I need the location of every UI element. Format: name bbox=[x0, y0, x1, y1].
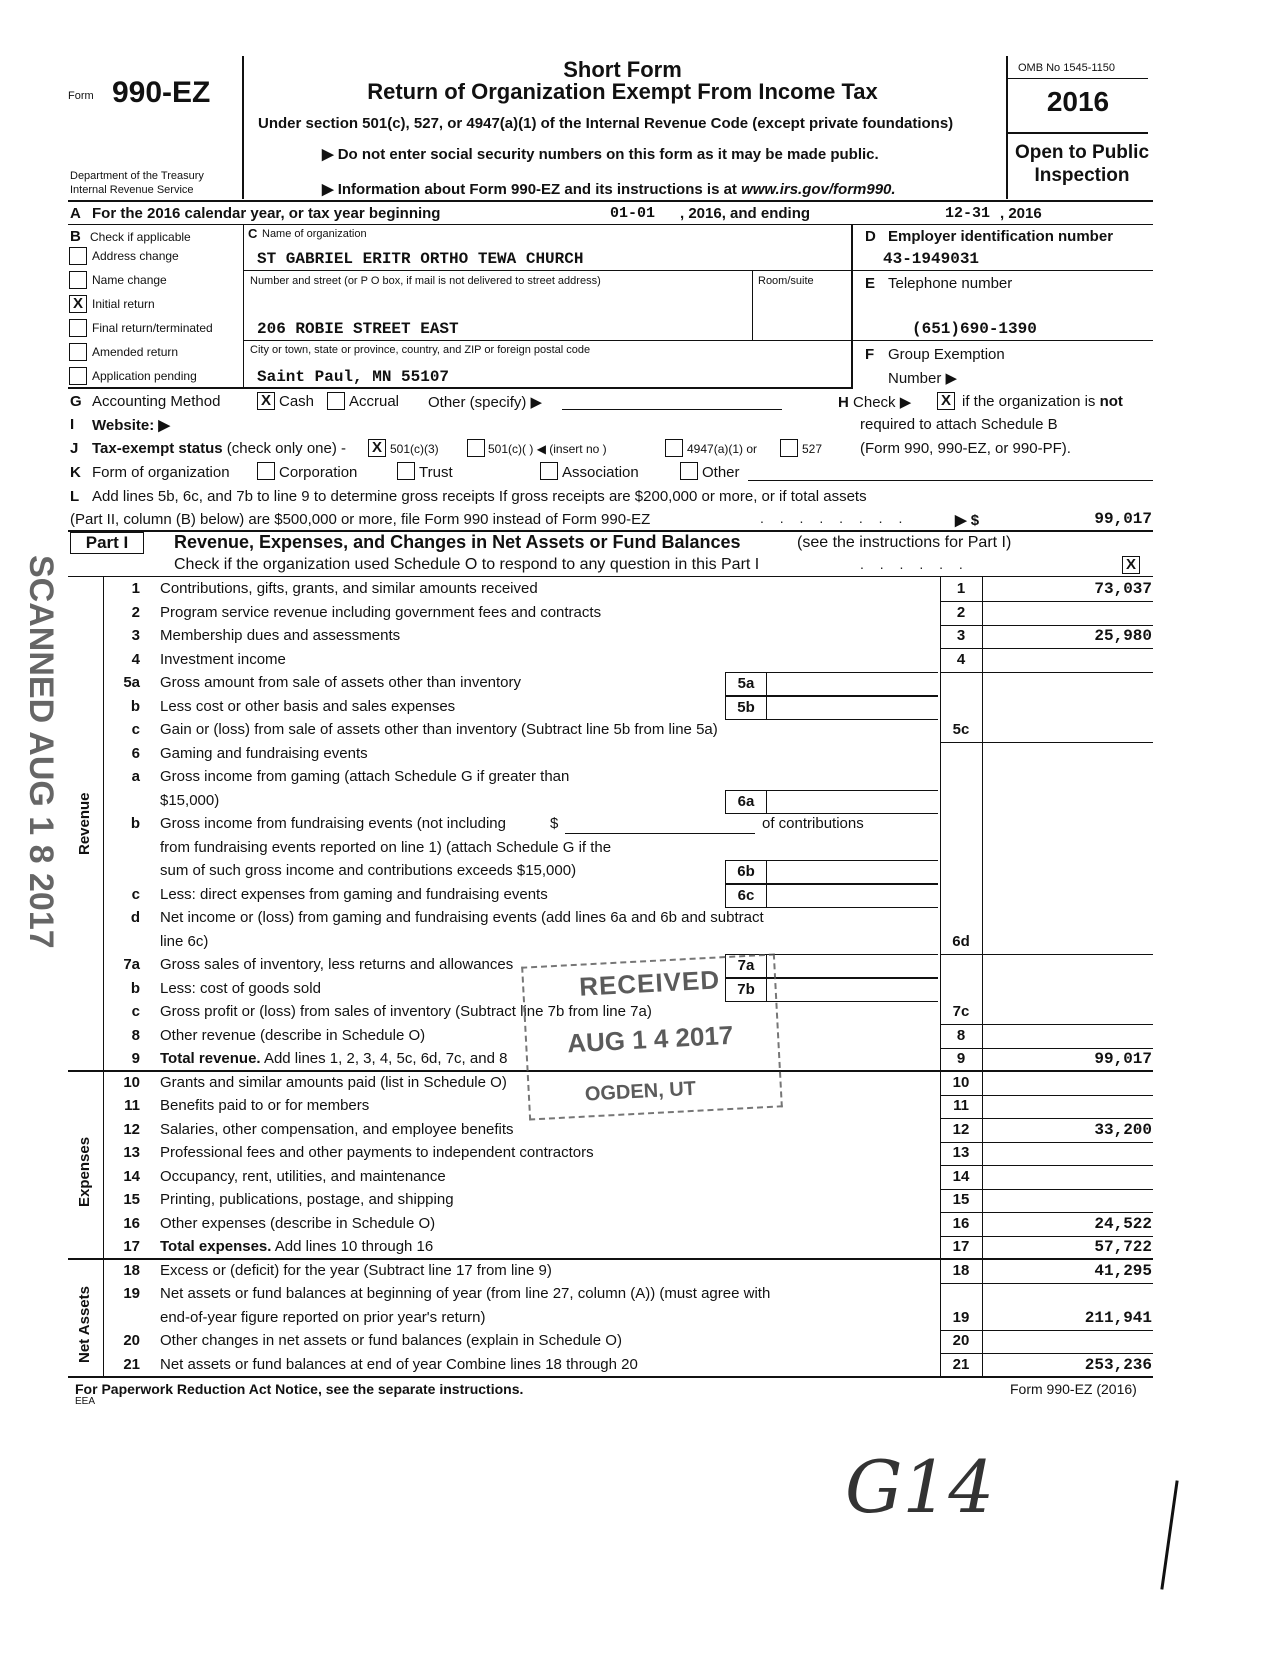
sub-line-value[interactable] bbox=[766, 672, 938, 696]
line-h-text4: required to attach Schedule B bbox=[860, 416, 1058, 433]
line-number: 4 bbox=[131, 651, 140, 668]
box-f-title: Group Exemption bbox=[888, 346, 1005, 363]
line-text: Grants and similar amounts paid (list in Schedule O) bbox=[160, 1074, 507, 1091]
corporation-checkbox[interactable] bbox=[257, 462, 275, 480]
other-org-checkbox[interactable] bbox=[680, 462, 698, 480]
box-b-item-label: Address change bbox=[92, 249, 179, 263]
line-text: Gross sales of inventory, less returns and allowances bbox=[160, 956, 514, 973]
line-number: c bbox=[131, 721, 140, 738]
line-box-number: 9 bbox=[956, 1050, 966, 1067]
line-text: Membership dues and assessments bbox=[160, 627, 401, 644]
omb-number: OMB No 1545-1150 bbox=[1018, 62, 1116, 74]
line-number: 2 bbox=[131, 604, 140, 621]
box-b-checkbox-4[interactable] bbox=[69, 343, 87, 361]
501c-label: 501(c)( bbox=[488, 442, 527, 456]
line-g-label: G bbox=[70, 393, 82, 410]
part1-check-text: Check if the organization used Schedule O to respond to any question in this Part I bbox=[174, 556, 760, 573]
cash-checkbox[interactable]: X bbox=[257, 392, 275, 410]
4947-label: 4947(a)(1) or bbox=[687, 442, 758, 456]
line-a-label: A bbox=[70, 205, 81, 222]
line-text: Other revenue (describe in Schedule O) bbox=[160, 1027, 426, 1044]
line-text: Less: cost of goods sold bbox=[160, 980, 321, 997]
handwritten-g14: G14 bbox=[845, 1445, 995, 1529]
side-revenue: Revenue bbox=[76, 792, 93, 855]
trust-label: Trust bbox=[419, 464, 453, 481]
line-box-number: 4 bbox=[956, 651, 966, 668]
line-box-number: 6d bbox=[952, 933, 970, 950]
line-l-label: L bbox=[70, 488, 80, 505]
line-l-text2: (Part II, column (B) below) are $500,000 or more, file Form 990 instead of Form 990-EZ bbox=[70, 511, 651, 528]
line-text: Less: direct expenses from gaming and fundraising events bbox=[160, 886, 548, 903]
box-b-label: B bbox=[70, 228, 81, 245]
line-text: Other expenses (describe in Schedule O) bbox=[160, 1215, 436, 1232]
line-box-number: 20 bbox=[952, 1332, 970, 1349]
line-amount[interactable]: 57,722 bbox=[1094, 1238, 1152, 1256]
line-text: Occupancy, rent, utilities, and maintenance bbox=[160, 1168, 446, 1185]
ein-value[interactable]: 43-1949031 bbox=[883, 250, 980, 268]
line-text: Other changes in net assets or fund balances (explain in Schedule O) bbox=[160, 1332, 622, 1349]
sub-line-box: 6c bbox=[725, 884, 767, 908]
line-box-number: 12 bbox=[952, 1121, 970, 1138]
box-b-checkbox-1[interactable] bbox=[69, 271, 87, 289]
line-number: 14 bbox=[123, 1168, 140, 1185]
line-text: end-of-year figure reported on prior year's return) bbox=[160, 1309, 486, 1326]
street-caption: Number and street (or P O box, if mail is not delivered to street address) bbox=[250, 275, 601, 287]
501c-checkbox[interactable] bbox=[467, 439, 485, 457]
line-k-label: K bbox=[70, 464, 81, 481]
room-caption: Room/suite bbox=[758, 275, 814, 287]
accrual-checkbox[interactable] bbox=[327, 392, 345, 410]
line-h-text5: (Form 990, 990-EZ, or 990-PF). bbox=[860, 440, 1071, 457]
cash-label: Cash bbox=[279, 393, 315, 410]
line-text: Contributions, gifts, grants, and similar amounts received bbox=[160, 580, 538, 597]
year-end: 12-31 bbox=[945, 205, 991, 222]
footer-form-id: Form 990-EZ (2016) bbox=[1010, 1381, 1137, 1397]
line-box-number: 14 bbox=[952, 1168, 970, 1185]
line-number: 20 bbox=[123, 1332, 140, 1349]
stamp-date: AUG 1 4 2017 bbox=[566, 1019, 734, 1059]
line-box-number: 2 bbox=[956, 604, 966, 621]
gross-receipts-value[interactable]: 99,017 bbox=[1094, 510, 1152, 528]
title-short-form: Short Form bbox=[563, 57, 682, 82]
line-text: Gross profit or (loss) from sales of inventory (Subtract line 7b from line 7a) bbox=[160, 1003, 652, 1020]
line-box-number: 3 bbox=[956, 627, 966, 644]
title-main: Return of Organization Exempt From Income Tax bbox=[367, 79, 878, 104]
4947-checkbox[interactable] bbox=[665, 439, 683, 457]
box-b-item-label: Application pending bbox=[92, 369, 197, 383]
box-b-checkbox-0[interactable] bbox=[69, 247, 87, 265]
line-number: 19 bbox=[123, 1285, 140, 1302]
line-number: 12 bbox=[123, 1121, 140, 1138]
sub-line-value[interactable] bbox=[766, 790, 938, 814]
note-ssn: Do not enter social security numbers on this form as it may be made public. bbox=[337, 146, 879, 163]
line-box-number: 1 bbox=[956, 580, 966, 597]
phone-value[interactable]: (651)690-1390 bbox=[912, 320, 1037, 338]
website-label: Website: bbox=[92, 417, 155, 434]
line-text-bold: Total revenue. bbox=[160, 1050, 261, 1067]
line-text: Gross income from fundraising events (not including bbox=[160, 815, 506, 832]
line-number: b bbox=[130, 698, 140, 715]
line-text: Investment income bbox=[160, 651, 286, 668]
corporation-label: Corporation bbox=[279, 464, 358, 481]
line-number: 16 bbox=[123, 1215, 140, 1232]
stamp-received: RECEIVED bbox=[578, 964, 721, 1002]
association-checkbox[interactable] bbox=[540, 462, 558, 480]
line-box-number: 10 bbox=[952, 1074, 970, 1091]
name-caption: Name of organization bbox=[262, 228, 367, 240]
line-6b-field[interactable] bbox=[565, 833, 755, 834]
line-box-number: 15 bbox=[952, 1191, 970, 1208]
side-expenses: Expenses bbox=[76, 1136, 93, 1207]
line-h-text2: if the organization is bbox=[962, 393, 1096, 410]
year-begin: 01-01 bbox=[610, 205, 656, 222]
line-text: sum of such gross income and contributions exceeds $15,000) bbox=[160, 862, 577, 879]
city-state-zip[interactable]: Saint Paul, MN 55107 bbox=[257, 368, 450, 386]
box-b-title: Check if applicable bbox=[90, 230, 191, 244]
line-text: Benefits paid to or for members bbox=[160, 1097, 370, 1114]
line-amount[interactable]: 41,295 bbox=[1094, 1262, 1152, 1280]
line-j-label: J bbox=[70, 440, 79, 457]
line-text: Salaries, other compensation, and employee benefits bbox=[160, 1121, 514, 1138]
line-h-label: H bbox=[838, 394, 849, 411]
other-org-label: Other bbox=[702, 464, 740, 481]
line-number: 15 bbox=[123, 1191, 140, 1208]
sub-line-value[interactable] bbox=[766, 978, 938, 1002]
line-g-text: Accounting Method bbox=[92, 393, 221, 410]
line-j-text1: Tax-exempt status bbox=[92, 440, 223, 457]
line-text: Gain or (loss) from sale of assets other than inventory (Subtract line 5b from line 5a) bbox=[160, 721, 718, 738]
line-amount[interactable]: 253,236 bbox=[1084, 1356, 1152, 1374]
line-text: Professional fees and other payments to independent contractors bbox=[160, 1144, 594, 1161]
box-b-item-label: Amended return bbox=[92, 345, 179, 359]
box-d-title: Employer identification number bbox=[888, 228, 1114, 245]
line-text: Net assets or fund balances at end of year Combine lines 18 through 20 bbox=[160, 1356, 638, 1373]
527-checkbox[interactable] bbox=[780, 439, 798, 457]
line-a-mid: , 2016, and ending bbox=[680, 205, 811, 222]
sub-line-box: 6b bbox=[725, 860, 767, 884]
line-box-number: 16 bbox=[952, 1215, 970, 1232]
sub-line-value[interactable] bbox=[766, 696, 938, 720]
sub-line-box: 6a bbox=[725, 790, 767, 814]
line-6b-dollar: $ bbox=[550, 815, 559, 832]
box-b-item-label: Initial return bbox=[92, 297, 155, 311]
association-label: Association bbox=[562, 464, 639, 481]
501c3-checkbox[interactable]: X bbox=[368, 439, 386, 457]
line-a-text: For the 2016 calendar year, or tax year beginning bbox=[92, 205, 441, 222]
scanned-stamp: SCANNED AUG 1 8 2017 bbox=[22, 555, 60, 949]
line-number: 7a bbox=[123, 956, 140, 973]
box-b-item-label: Final return/terminated bbox=[92, 321, 213, 335]
line-amount[interactable]: 99,017 bbox=[1094, 1050, 1152, 1068]
line-number: b bbox=[130, 980, 140, 997]
accrual-label: Accrual bbox=[349, 393, 400, 410]
501c3-label: 501(c)(3) bbox=[390, 442, 439, 456]
line-number: 13 bbox=[123, 1144, 140, 1161]
sub-line-box: 5a bbox=[725, 672, 767, 696]
line-number: 18 bbox=[123, 1262, 140, 1279]
box-b-item-label: Name change bbox=[92, 273, 167, 287]
box-d-label: D bbox=[865, 228, 876, 245]
line-box-number: 11 bbox=[953, 1097, 969, 1114]
line-number: 5a bbox=[123, 674, 140, 691]
line-number: 1 bbox=[131, 580, 140, 597]
box-f-label: F bbox=[865, 346, 875, 363]
other-specify-field[interactable] bbox=[562, 409, 782, 410]
line-6b-contrib: of contributions bbox=[762, 815, 864, 832]
schedule-o-checkbox[interactable]: X bbox=[1122, 556, 1140, 574]
line-j-text2: (check only one) - bbox=[226, 440, 346, 457]
line-number: 10 bbox=[123, 1074, 140, 1091]
received-stamp bbox=[521, 953, 783, 1120]
form-number: 990-EZ bbox=[112, 76, 211, 109]
line-text bbox=[160, 1238, 433, 1255]
line-k-text: Form of organization bbox=[92, 464, 230, 481]
sub-line-box: 5b bbox=[725, 696, 767, 720]
line-box-number: 5c bbox=[952, 721, 970, 738]
line-box-number: 8 bbox=[956, 1027, 966, 1044]
part1-tag: Part I bbox=[70, 532, 144, 554]
subtitle: Under section 501(c), 527, or 4947(a)(1) of the Internal Revenue Code (except private foundations) bbox=[258, 115, 954, 132]
insert-no: (insert no ) bbox=[549, 442, 607, 456]
line-box-number: 17 bbox=[952, 1238, 970, 1255]
line-text: Program service revenue including government fees and contracts bbox=[160, 604, 602, 621]
line-box-number: 21 bbox=[952, 1356, 970, 1373]
handwritten-mark bbox=[1160, 1480, 1178, 1589]
line-amount[interactable]: 211,941 bbox=[1084, 1309, 1152, 1327]
line-text: Printing, publications, postage, and shipping bbox=[160, 1191, 454, 1208]
line-text: Less cost or other basis and sales expenses bbox=[160, 698, 456, 715]
part1-title: Revenue, Expenses, and Changes in Net Assets or Fund Balances bbox=[174, 532, 741, 552]
line-number: d bbox=[130, 909, 140, 926]
city-caption: City or town, state or province, country, and ZIP or foreign postal code bbox=[250, 344, 591, 356]
line-number: 21 bbox=[123, 1356, 140, 1373]
year-end-year: , 2016 bbox=[1000, 205, 1042, 222]
line-amount[interactable]: 24,522 bbox=[1094, 1215, 1152, 1233]
other-label: Other (specify) bbox=[428, 394, 527, 411]
line-number: c bbox=[131, 1003, 140, 1020]
box-b-checkbox-5[interactable] bbox=[69, 367, 87, 385]
line-text-bold: Total expenses. bbox=[160, 1238, 272, 1255]
line-text: from fundraising events reported on line 1) (attach Schedule G if the bbox=[160, 839, 612, 856]
note-url: www.irs.gov/form990. bbox=[741, 181, 896, 198]
dept-treasury: Department of the Treasury bbox=[70, 170, 204, 182]
line-l-text1: Add lines 5b, 6c, and 7b to line 9 to determine gross receipts If gross receipts are $200,000 or more, or if total assets bbox=[92, 488, 867, 505]
sub-line-value[interactable] bbox=[766, 884, 938, 908]
line-amount[interactable]: 25,980 bbox=[1094, 627, 1152, 645]
dept-irs: Internal Revenue Service bbox=[70, 184, 194, 196]
line-box-number: 18 bbox=[952, 1262, 970, 1279]
line-number: 11 bbox=[124, 1097, 140, 1114]
line-box-number: 13 bbox=[952, 1144, 970, 1161]
form-prefix: Form bbox=[68, 90, 94, 102]
line-number: a bbox=[131, 768, 140, 785]
sub-line-box: 7b bbox=[725, 978, 767, 1002]
box-c-label: C bbox=[248, 226, 258, 241]
line-text: $15,000) bbox=[160, 792, 220, 809]
line-text bbox=[160, 1050, 507, 1067]
line-text: Gross income from gaming (attach Schedule G if greater than bbox=[160, 768, 570, 785]
line-amount[interactable]: 33,200 bbox=[1094, 1121, 1152, 1139]
inspection: Inspection bbox=[1034, 165, 1130, 186]
line-number: c bbox=[131, 886, 140, 903]
line-number: 6 bbox=[131, 745, 140, 762]
box-f-title2: Number bbox=[888, 370, 942, 387]
line-text-rest: Add lines 10 through 16 bbox=[274, 1238, 434, 1255]
box-e-label: E bbox=[865, 275, 876, 292]
tax-year: 2016 bbox=[1046, 86, 1110, 117]
line-number: b bbox=[130, 815, 140, 832]
line-text: Net assets or fund balances at beginning of year (from line 27, column (A)) (must agree with bbox=[160, 1285, 771, 1302]
line-i-label: I bbox=[70, 416, 75, 433]
box-b-checkbox-3[interactable] bbox=[69, 319, 87, 337]
footer-notice: For Paperwork Reduction Act Notice, see the separate instructions. bbox=[75, 1381, 524, 1397]
line-number: 17 bbox=[123, 1238, 140, 1255]
box-b-checkbox-2[interactable]: X bbox=[69, 295, 87, 313]
stamp-city: OGDEN, UT bbox=[584, 1077, 697, 1106]
sub-line-box: 7a bbox=[725, 954, 767, 978]
line-number: 9 bbox=[131, 1050, 140, 1067]
527-label: 527 bbox=[802, 442, 823, 456]
line-amount[interactable]: 73,037 bbox=[1094, 580, 1152, 598]
schedule-b-checkbox[interactable]: X bbox=[937, 392, 955, 410]
org-name[interactable]: ST GABRIEL ERITR ORTHO TEWA CHURCH bbox=[257, 250, 584, 268]
sub-line-value[interactable] bbox=[766, 860, 938, 884]
open-public: Open to Public bbox=[1014, 142, 1150, 163]
part1-title-note: (see the instructions for Part I) bbox=[797, 534, 1012, 551]
line-text: Gross amount from sale of assets other than inventory bbox=[160, 674, 522, 691]
line-text: Net income or (loss) from gaming and fundraising events (add lines 6a and 6b and subtract bbox=[160, 909, 764, 926]
box-e-title: Telephone number bbox=[888, 275, 1013, 292]
line-text: Excess or (deficit) for the year (Subtract line 17 from line 9) bbox=[160, 1262, 552, 1279]
line-box-number: 19 bbox=[952, 1309, 970, 1326]
line-text: line 6c) bbox=[160, 933, 209, 950]
line-text-rest: Add lines 1, 2, 3, 4, 5c, 6d, 7c, and 8 bbox=[263, 1050, 508, 1067]
note-info: Information about Form 990-EZ and its instructions is at bbox=[337, 181, 742, 198]
trust-checkbox[interactable] bbox=[397, 462, 415, 480]
501c-close: ) bbox=[529, 442, 534, 456]
side-net-assets: Net Assets bbox=[76, 1286, 93, 1363]
line-number: 3 bbox=[131, 627, 140, 644]
line-h-not: not bbox=[1099, 393, 1123, 410]
line-h-check: Check bbox=[853, 394, 896, 411]
line-box-number: 7c bbox=[952, 1003, 970, 1020]
line-number: 8 bbox=[131, 1027, 140, 1044]
footer-eea: EEA bbox=[75, 1396, 96, 1407]
line-l-currency: $ bbox=[970, 512, 980, 529]
sub-line-value[interactable] bbox=[766, 954, 938, 978]
line-text: Gaming and fundraising events bbox=[160, 745, 368, 762]
street-address[interactable]: 206 ROBIE STREET EAST bbox=[257, 320, 459, 338]
